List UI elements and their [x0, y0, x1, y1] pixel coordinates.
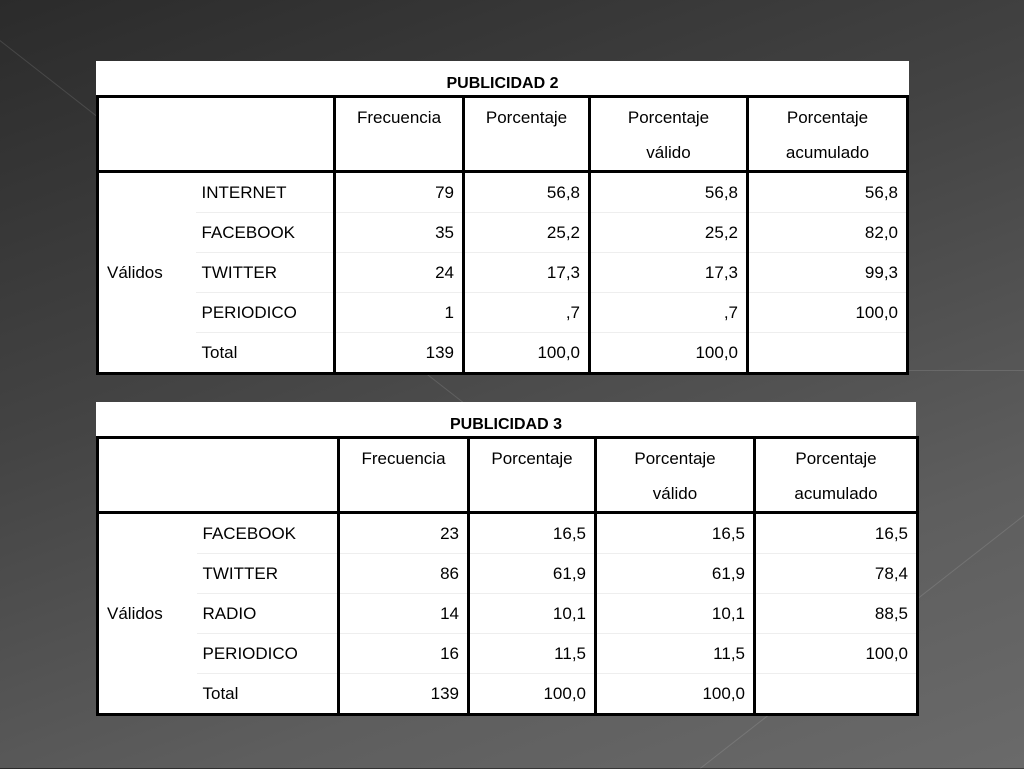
cell-porcentaje-acumulado: 56,8	[748, 172, 908, 213]
cell-porcentaje-valido: 100,0	[590, 333, 748, 374]
cell-porcentaje-valido: 61,9	[596, 554, 755, 594]
cell-frecuencia: 139	[335, 333, 464, 374]
row-category: FACEBOOK	[197, 513, 339, 554]
header-empty	[197, 438, 339, 513]
header-empty	[98, 438, 197, 513]
cell-frecuencia: 23	[339, 513, 469, 554]
header-frecuencia: Frecuencia	[339, 438, 469, 513]
cell-porcentaje-acumulado	[748, 333, 908, 374]
table-row	[98, 172, 908, 213]
cell-porcentaje-valido: 25,2	[590, 213, 748, 253]
cell-porcentaje-acumulado: 100,0	[755, 634, 918, 674]
header-porcentaje-acumulado: Porcentaje acumulado	[748, 97, 908, 172]
table-row	[98, 293, 908, 333]
row-category: PERIODICO	[197, 634, 339, 674]
row-category: TWITTER	[196, 253, 335, 293]
header-frecuencia: Frecuencia	[335, 97, 464, 172]
frequency-table-publicidad-3	[96, 402, 916, 716]
header-porcentaje: Porcentaje	[464, 97, 590, 172]
table-title: PUBLICIDAD 2	[446, 75, 559, 92]
cell-porcentaje-acumulado: 16,5	[755, 513, 918, 554]
table-row	[98, 513, 918, 554]
cell-porcentaje-acumulado	[755, 674, 918, 715]
cell-frecuencia: 24	[335, 253, 464, 293]
cell-porcentaje-valido: 16,5	[596, 513, 755, 554]
row-category: TWITTER	[197, 554, 339, 594]
header-porcentaje: Porcentaje	[469, 438, 596, 513]
cell-frecuencia: 79	[335, 172, 464, 213]
cell-porcentaje: 17,3	[464, 253, 590, 293]
cell-porcentaje-acumulado: 88,5	[755, 594, 918, 634]
cell-porcentaje: 61,9	[469, 554, 596, 594]
cell-porcentaje-acumulado: 100,0	[748, 293, 908, 333]
header-porcentaje-acumulado: Porcentaje acumulado	[755, 438, 918, 513]
header-empty	[196, 97, 335, 172]
cell-porcentaje-valido: ,7	[590, 293, 748, 333]
group-label: Válidos	[98, 172, 196, 374]
cell-porcentaje: 16,5	[469, 513, 596, 554]
cell-porcentaje: 10,1	[469, 594, 596, 634]
table-row	[98, 594, 918, 634]
row-category: INTERNET	[196, 172, 335, 213]
cell-porcentaje: 100,0	[464, 333, 590, 374]
table-row	[98, 253, 908, 293]
stats-table	[96, 436, 919, 716]
cell-porcentaje: 25,2	[464, 213, 590, 253]
cell-porcentaje: 100,0	[469, 674, 596, 715]
cell-frecuencia: 35	[335, 213, 464, 253]
cell-porcentaje-acumulado: 78,4	[755, 554, 918, 594]
cell-porcentaje-valido: 11,5	[596, 634, 755, 674]
cell-porcentaje-valido: 100,0	[596, 674, 755, 715]
table-header-row	[98, 438, 918, 513]
cell-frecuencia: 139	[339, 674, 469, 715]
cell-porcentaje: 11,5	[469, 634, 596, 674]
frequency-table-publicidad-2	[96, 61, 909, 375]
table-row	[98, 213, 908, 253]
row-category: PERIODICO	[196, 293, 335, 333]
cell-porcentaje: 56,8	[464, 172, 590, 213]
table-row	[98, 634, 918, 674]
table-row-total	[98, 333, 908, 374]
table-row	[98, 554, 918, 594]
row-category: RADIO	[197, 594, 339, 634]
table-title: PUBLICIDAD 3	[449, 416, 562, 433]
row-category: Total	[196, 333, 335, 374]
cell-frecuencia: 86	[339, 554, 469, 594]
header-porcentaje-valido: Porcentaje válido	[590, 97, 748, 172]
group-label: Válidos	[98, 513, 197, 715]
cell-porcentaje-acumulado: 99,3	[748, 253, 908, 293]
cell-frecuencia: 16	[339, 634, 469, 674]
cell-porcentaje-acumulado: 82,0	[748, 213, 908, 253]
cell-frecuencia: 1	[335, 293, 464, 333]
cell-porcentaje-valido: 10,1	[596, 594, 755, 634]
stats-table	[96, 95, 909, 375]
cell-porcentaje-valido: 17,3	[590, 253, 748, 293]
table-row-total	[98, 674, 918, 715]
header-empty	[98, 97, 196, 172]
table-header-row	[98, 97, 908, 172]
cell-porcentaje-valido: 56,8	[590, 172, 748, 213]
header-porcentaje-valido: Porcentaje válido	[596, 438, 755, 513]
cell-porcentaje: ,7	[464, 293, 590, 333]
cell-frecuencia: 14	[339, 594, 469, 634]
row-category: FACEBOOK	[196, 213, 335, 253]
row-category: Total	[197, 674, 339, 715]
